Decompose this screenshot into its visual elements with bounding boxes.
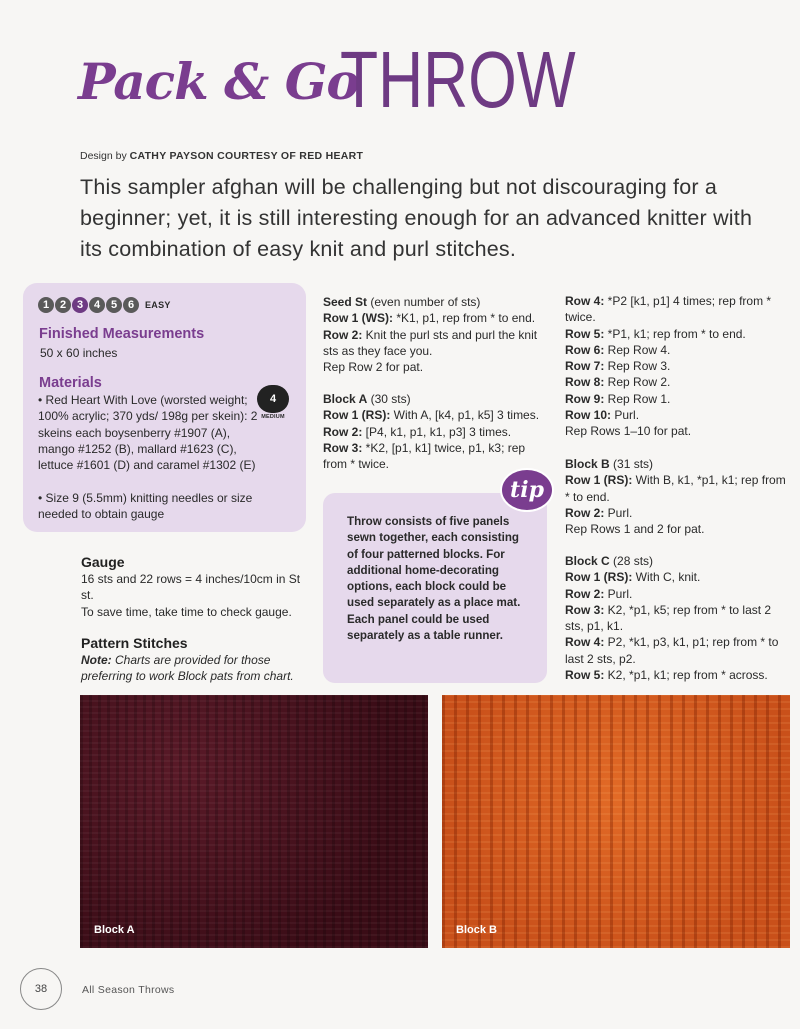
materials-item-needles: • Size 9 (5.5mm) knitting needles or size needed to obtain gauge (38, 491, 253, 522)
seed-r2-label: Row 2: (323, 327, 363, 342)
pattern-note-text: Charts are provided for those preferring to work Block pats from chart. (81, 653, 294, 684)
yarn-weight-number: 4 (257, 385, 289, 413)
block-c-r1: With C, knit. (632, 570, 701, 585)
block-b-r1: With B, k1, *p1, k1; rep from * to end. (565, 473, 786, 504)
gauge-heading: Gauge (81, 554, 125, 570)
block-a-r2-label: Row 2: (323, 424, 363, 439)
block-a-r9-label: Row 9: (565, 391, 605, 406)
skill-level-5: 5 (106, 297, 122, 313)
pattern-note-label: Note: (81, 653, 112, 667)
block-c-r1-label: Row 1 (RS): (565, 570, 633, 585)
block-b-heading-rest: (31 sts) (609, 457, 654, 471)
seed-stitch-section (323, 294, 543, 375)
block-b-photo-label: Block B (456, 924, 497, 936)
gauge-line1: 16 sts and 22 rows = 4 inches/10cm in St st. (81, 572, 301, 603)
intro-text: This sampler afghan will be challenging but not discouraging for a beginner; yet, it is still interesting enough for an advanced knitter with its combination of easy knit and purl stitches. (80, 175, 753, 261)
block-b-r2-label: Row 2: (565, 505, 605, 520)
block-b-photo (442, 695, 790, 948)
block-a-r1-label: Row 1 (RS): (323, 408, 391, 423)
page-number: 38 (20, 968, 62, 1010)
seed-heading: Seed St (323, 295, 368, 309)
pattern-note (81, 652, 313, 685)
block-b-section (565, 456, 793, 537)
seed-r1-label: Row 1 (WS): (323, 311, 393, 326)
block-a-r5: *P1, k1; rep from * to end. (604, 326, 746, 341)
block-a-r8: Rep Row 2. (604, 375, 671, 390)
block-a-r3: *K2, [p1, k1] twice, p1, k3; rep from * twice. (323, 440, 526, 472)
block-b-r1-label: Row 1 (RS): (565, 473, 633, 488)
block-a-photo-label: Block A (94, 924, 135, 936)
block-c-r4: P2, *k1, p3, k1, p1; rep from * to last 2 sts, p2. (565, 635, 779, 666)
seed-rep: Rep Row 2 for pat. (323, 360, 424, 375)
block-a-r1: With A, [k4, p1, k5] 3 times. (390, 408, 540, 423)
block-a-photo (80, 695, 428, 948)
byline (80, 150, 363, 162)
block-c-section (565, 553, 793, 683)
byline-author: CATHY PAYSON COURTESY OF RED HEART (129, 150, 364, 162)
block-c-r2-label: Row 2: (565, 586, 605, 601)
skill-level-4: 4 (89, 297, 105, 313)
block-c-r5-label: Row 5: (565, 668, 605, 683)
block-a-r4: *P2 [k1, p1] 4 times; rep from * twice. (565, 294, 772, 325)
block-a-section (323, 391, 548, 472)
block-a-heading: Block A (323, 392, 368, 406)
block-a-r9: Rep Row 1. (604, 391, 671, 406)
skill-label: EASY (145, 300, 171, 310)
skill-level (38, 297, 171, 313)
block-a-r6: Rep Row 4. (604, 342, 671, 357)
byline-prefix: Design by (80, 150, 130, 162)
materials-item-yarn: • Red Heart With Love (worsted weight; 100% acrylic; 370 yds/ 198g per skein): 2 skeins each boysenberry #1907 (A), mango #1252 (B), mallard #1623 (C), lettuce #1601 (D) and caramel #1302 (E) (38, 393, 258, 473)
block-c-heading-rest: (28 sts) (609, 554, 654, 568)
tip-text: Throw consists of five panels sewn together, each consisting of four patterned blocks. For additional home-decorating options, each block could be used separately as a place mat. Each panel could be used separately as a table runner. (347, 515, 521, 643)
title-main: THROW (340, 35, 576, 124)
block-a-r2: [P4, k1, p1, k1, p3] 3 times. (362, 424, 512, 439)
pattern-heading: Pattern Stitches (81, 635, 188, 651)
block-c-r4-label: Row 4: (565, 635, 605, 650)
block-a-r6-label: Row 6: (565, 342, 605, 357)
block-a-r4-label: Row 4: (565, 294, 605, 308)
block-a-heading-rest: (30 sts) (367, 392, 411, 406)
block-b-r2: Purl. (604, 505, 633, 520)
block-a-r5-label: Row 5: (565, 326, 605, 341)
block-c-heading: Block C (565, 554, 610, 568)
block-c-r5: K2, *p1, k1; rep from * across. (604, 668, 768, 683)
block-a-r8-label: Row 8: (565, 375, 605, 390)
yarn-weight-label: MEDIUM (261, 414, 285, 420)
skill-level-3: 3 (72, 297, 88, 313)
block-b-rep: Rep Rows 1 and 2 for pat. (565, 522, 705, 537)
tip-badge: tip (500, 468, 554, 512)
block-c-r3: K2, *p1, k5; rep from * to last 2 sts, p1, k1. (565, 602, 772, 634)
block-a-r7-label: Row 7: (565, 359, 605, 374)
skill-level-1: 1 (38, 297, 54, 313)
seed-r2: Knit the purl sts and purl the knit sts as they face you. (323, 327, 538, 358)
block-a-r10: Purl. (611, 408, 640, 423)
skill-level-2: 2 (55, 297, 71, 313)
block-a-r7: Rep Row 3. (604, 359, 671, 374)
materials-heading: Materials (39, 375, 102, 391)
block-b-heading: Block B (565, 457, 610, 471)
gauge-line2: To save time, take time to check gauge. (81, 605, 292, 619)
footer-book-title: All Season Throws (82, 984, 175, 996)
block-c-r2: Purl. (604, 586, 633, 601)
finished-value: 50 x 60 inches (40, 346, 118, 360)
title-script: Pack & Go (78, 52, 359, 111)
seed-heading-rest: (even number of sts) (367, 295, 481, 309)
finished-heading: Finished Measurements (39, 326, 205, 342)
block-a-continued (565, 293, 793, 440)
skill-level-6: 6 (123, 297, 139, 313)
block-a-r3-label: Row 3: (323, 440, 363, 455)
block-a-rep: Rep Rows 1–10 for pat. (565, 424, 692, 439)
yarn-weight-icon (254, 385, 292, 420)
seed-r1: *K1, p1, rep from * to end. (393, 311, 536, 326)
block-a-r10-label: Row 10: (565, 408, 612, 423)
block-c-r3-label: Row 3: (565, 602, 605, 617)
